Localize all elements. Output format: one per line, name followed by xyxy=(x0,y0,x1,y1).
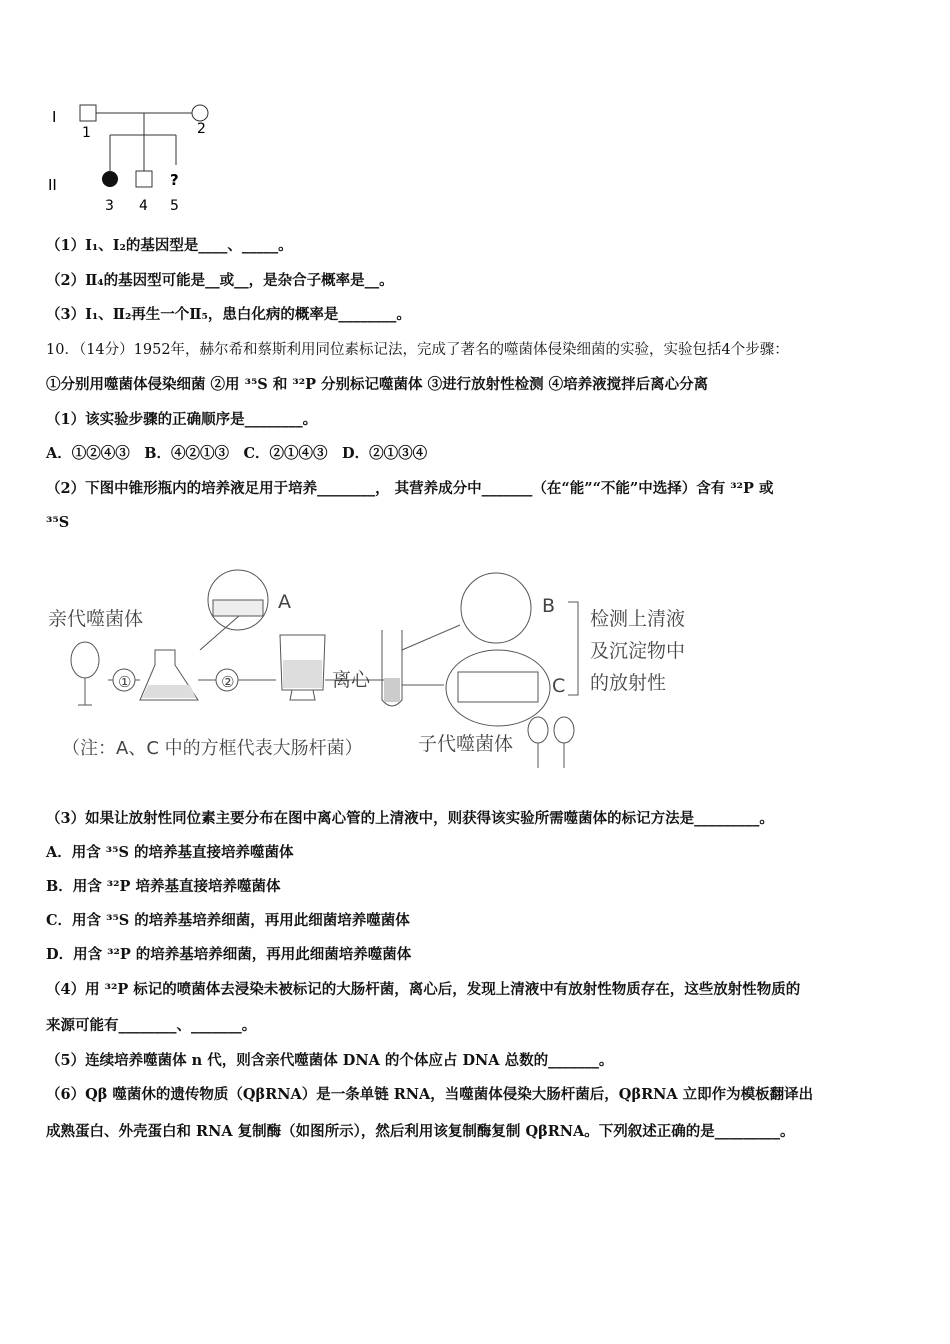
male-unaffected-4 xyxy=(136,171,152,187)
label-5: 5 xyxy=(170,198,179,214)
question-line: （2）下图中锥形瓶内的培养液足用于培养________， 其营养成分中_______（在“能”“不能”中选择）含有 ³²P 或 xyxy=(46,480,774,497)
female-unaffected-2 xyxy=(192,105,208,121)
question-line: （3）Ⅰ₁、Ⅱ₂再生一个Ⅱ₅，患白化病的概率是________。 xyxy=(46,306,411,323)
figure-note: （注：A、C 中的方框代表大肠杆菌） xyxy=(62,738,363,759)
detect-label: 及沉淀物中 xyxy=(590,640,686,662)
label-4: 4 xyxy=(139,198,148,214)
question-line: 成熟蛋白、外壳蛋白和 RNA 复制酶（如图所示），然后利用该复制酶复制 QβRNA。下列叙述正确的是_________。 xyxy=(46,1123,795,1140)
label-2: 2 xyxy=(197,121,206,137)
offspring-phage-label: 子代噬菌体 xyxy=(418,733,514,755)
label-1: 1 xyxy=(82,125,91,141)
answer-option: C．用含 ³⁵S 的培养基培养细菌，再用此细菌培养噬菌体 xyxy=(46,912,410,929)
generation-label: I xyxy=(52,108,57,126)
label-b: B xyxy=(542,595,556,617)
question-line: （1）Ⅰ₁、Ⅰ₂的基因型是____、_____。 xyxy=(46,237,293,254)
female-affected-3 xyxy=(102,171,118,187)
answer-option: D．用含 ³²P 的培养基培养细菌，再用此细菌培养噬菌体 xyxy=(46,946,412,963)
question-line: （2）Ⅱ₄的基因型可能是__或__，是杂合子概率是__。 xyxy=(46,272,394,289)
question-line: ①分别用噬菌体侵染细菌 ②用 ³⁵S 和 ³²P 分别标记噬菌体 ③进行放射性检测 ④培养液搅拌后离心分离 xyxy=(46,376,709,393)
question-line: （4）用 ³²P 标记的喷菌体去浸染未被标记的大肠杆菌，离心后，发现上清液中有放射性物质存在，这些放射性物质的 xyxy=(46,981,801,998)
question-line: （1）该实验步骤的正确顺序是________。 xyxy=(46,411,318,428)
male-unaffected-1 xyxy=(80,105,96,121)
step1-label: ① xyxy=(118,673,132,691)
unknown-5: ? xyxy=(170,171,179,189)
experiment-figure xyxy=(40,560,720,785)
detect-label: 检测上清液 xyxy=(590,608,686,630)
pedigree-chart xyxy=(40,95,240,220)
centrifuge-label: 离心 xyxy=(332,669,371,691)
answer-options: A．①②④③ B．④②①③ C．②①④③ D．②①③④ xyxy=(46,445,428,462)
answer-option: A．用含 ³⁵S 的培养基直接培养噬菌体 xyxy=(46,844,294,861)
question-line: （5）连续培养噬菌体 n 代，则含亲代噬菌体 DNA 的个体应占 DNA 总数的_______。 xyxy=(46,1052,614,1069)
parent-phage-label: 亲代噬菌体 xyxy=(48,608,144,630)
question-line: ³⁵S xyxy=(46,514,70,531)
question-line: （3）如果让放射性同位素主要分布在图中离心管的上清液中，则获得该实验所需噬菌体的标记方法是_________。 xyxy=(46,810,774,827)
question-heading: 10．（14分）1952年，赫尔希和蔡斯利用同位素标记法，完成了著名的噬菌体侵染细菌的实验，实验包括4个步骤： xyxy=(46,342,789,358)
step2-label: ② xyxy=(221,673,235,691)
question-line: （6）Qβ 噬菌休的遗传物质（QβRNA）是一条单链 RNA，当噬菌体侵染大肠杆菌后，QβRNA 立即作为模板翻译出 xyxy=(46,1086,814,1103)
answer-option: B．用含 ³²P 培养基直接培养噬菌体 xyxy=(46,878,281,895)
detect-label: 的放射性 xyxy=(590,672,667,694)
label-3: 3 xyxy=(105,198,114,214)
question-line: 来源可能有________、_______。 xyxy=(46,1017,257,1034)
label-c: C xyxy=(552,675,566,697)
label-a: A xyxy=(278,591,291,613)
generation-label: II xyxy=(48,176,57,194)
